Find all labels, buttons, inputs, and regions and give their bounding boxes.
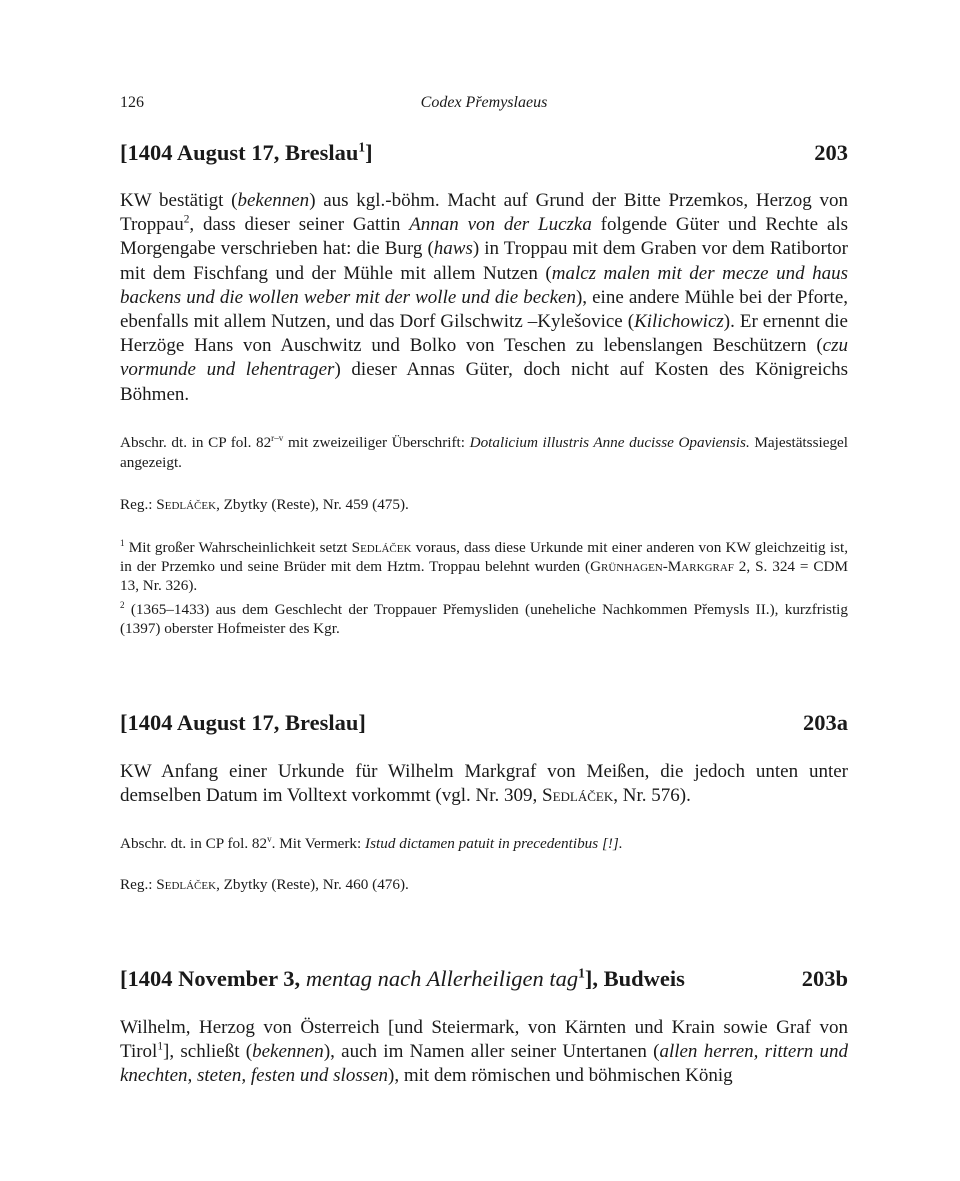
footnote-ref: 1 xyxy=(578,965,585,981)
entry-number: 203b xyxy=(801,966,848,991)
page-number: 126 xyxy=(120,94,144,111)
regest-note: Reg.: Sedláček, Zbytky (Reste), Nr. 460 (476). xyxy=(120,876,409,893)
entry-body: Wilhelm, Herzog von Österreich [und Steiermark, von Kärnten und Krain sowie Graf von Tirol$^1$], schließt (bekennen), auch im Namen aller seiner Untertanen (allen herren, rittern und knechten, steten, festen und slossen), mit dem römischen und böhmischen König xyxy=(120,1017,848,1087)
entry-number: 203 xyxy=(814,140,848,165)
source-note: Abschr. dt. in CP fol. 82$^v$. Mit Vermerk: Istud dictamen patuit in precedentibus [!]. xyxy=(120,833,623,852)
running-head xyxy=(120,94,848,118)
source-note: Abschr. dt. in CP fol. 82$^{r-v}$ mit zweizeiliger Überschrift: Dotalicium illustris Anne ducisse Opaviensis. Majestätssiegel angezeigt. xyxy=(120,432,848,471)
footnote-ref: 1 xyxy=(358,139,366,155)
entry-date: [1404 November 3, mentag nach Allerheiligen tag$^1$], Budweis xyxy=(120,965,685,991)
entry-number: 203a xyxy=(803,710,848,735)
running-title: Codex Přemyslaeus xyxy=(420,94,548,111)
footnote-ref: 2 xyxy=(183,213,190,226)
footnote-2: $^2$ (1365–1433) aus dem Geschlecht der Troppauer Přemysliden (uneheliche Nachkommen Přemysls II.), kurzfristig (1397) oberster Hofmeister des Kgr. xyxy=(120,599,848,637)
entry-body: KW bestätigt (bekennen) aus kgl.-böhm. Macht auf Grund der Bitte Przemkos, Herzog von Troppau$^2$, dass dieser seiner Gattin Annan von der Luczka folgende Güter und Rechte als Morgengabe verschrieben hat: die Burg (haws) in Troppau mit dem Graben vor dem Ratibortor mit dem Fischfang und der Mühle mit allem Nutzen (malcz malen mit der mecze und haus backens und die wollen weber mit der wolle und die becken), eine andere Mühle bei der Pforte, ebenfalls mit allem Nutzen, und das Dorf Gilschwitz –Kylešovice (Kilichowicz). Er ernennt die Herzöge Hans von Auschwitz und Bolko von Teschen zu lebenslangen Beschützern (czu vormunde und lehentrager) dieser Annas Güter, doch nicht auf Kosten des Königreichs Böhmen. xyxy=(120,190,849,405)
entry-date: [1404 August 17, Breslau$^1$] xyxy=(120,139,373,165)
footnote-1: $^1$ Mit großer Wahrscheinlichkeit setzt Sedláček voraus, dass diese Urkunde mit einer anderen von KW gleichzeitig ist, in der Przemko und seine Brüder mit dem Hztm. Troppau belehnt wurden (Grünhagen-Markgraf 2, S. 324 = CDM 13, Nr. 326). xyxy=(120,537,848,594)
regest-note: Reg.: Sedláček, Zbytky (Reste), Nr. 459 (475). xyxy=(120,496,409,513)
entry-date: [1404 August 17, Breslau] xyxy=(120,710,366,735)
entry-body: KW Anfang einer Urkunde für Wilhelm Markgraf von Meißen, die jedoch unten unter demselben Datum im Volltext vorkommt (vgl. Nr. 309, Sedláček, Nr. 576). xyxy=(120,761,848,807)
footnote-ref: 1 xyxy=(157,1040,164,1053)
